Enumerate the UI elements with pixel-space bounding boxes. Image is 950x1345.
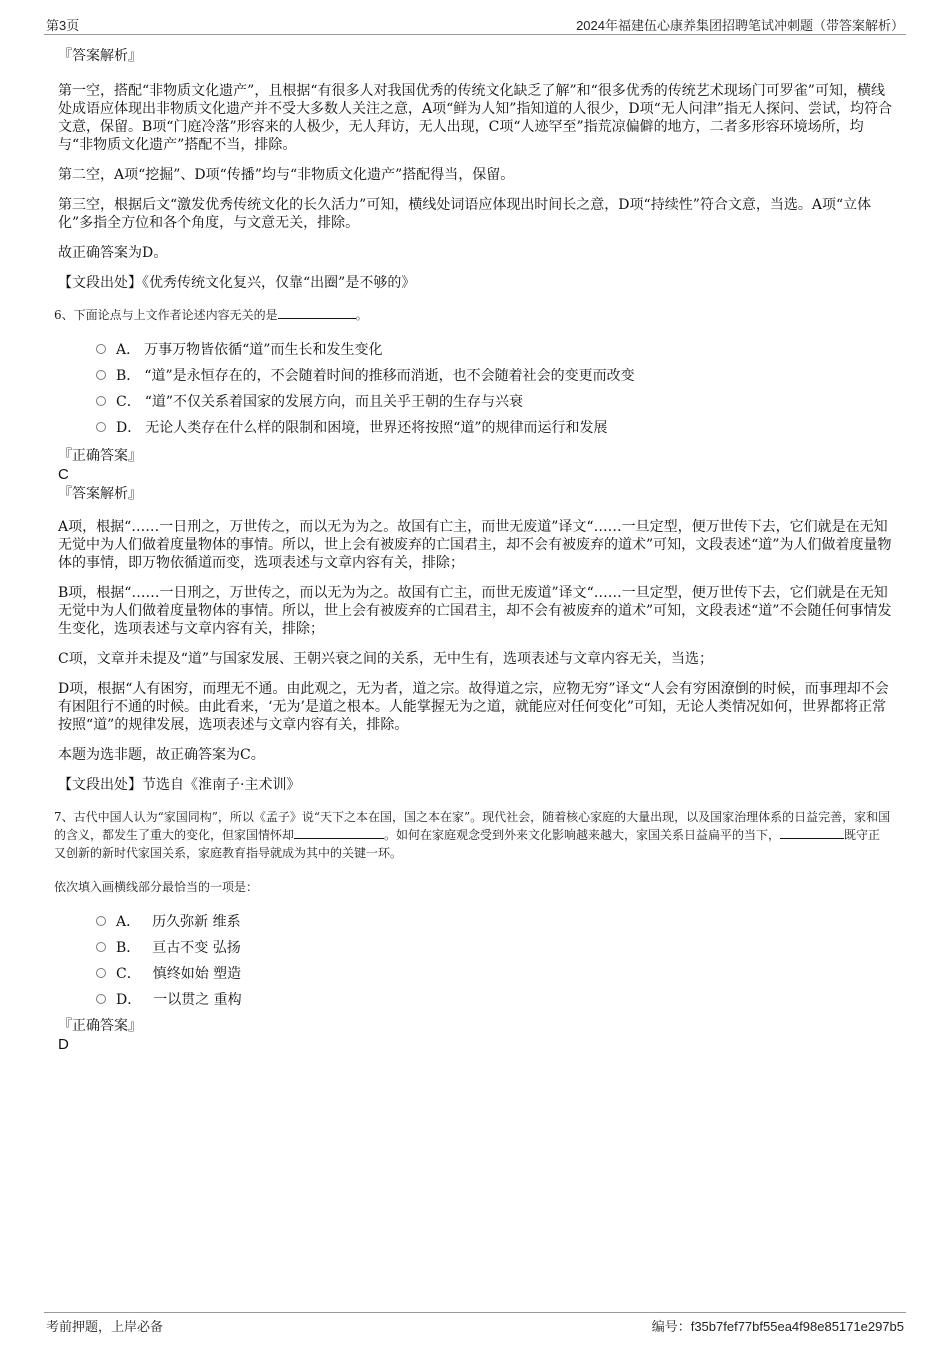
q6-stem-end: 。 bbox=[355, 308, 368, 322]
q7-prompt: 依次填入画横线部分最恰当的一项是： bbox=[54, 880, 259, 894]
q6-analysis-tag: 『答案解析』 bbox=[58, 486, 142, 502]
page-header bbox=[44, 14, 906, 35]
page-content bbox=[54, 46, 892, 1054]
q7-stem: 7、古代中国人认为“家国同构”，所以《孟子》说“天下之本在国，国之本在家”。现代社会，随着核心家庭的大量出现，以及国家治理体系的日益完善，家和国的含义，都发生了重大的变化，但家国情怀却 。如何在家庭观念受到外来文化影响越来越大，家国关系日益扁平的当下， 既守正又创新的新时代家国关系，家庭教育指导就成为其中的关键一环。 bbox=[54, 810, 891, 860]
radio-icon[interactable] bbox=[96, 994, 106, 1004]
q6-stem bbox=[54, 306, 892, 324]
q7-answer: D bbox=[58, 1036, 69, 1053]
q7-blank-1 bbox=[294, 826, 384, 839]
radio-icon[interactable] bbox=[96, 942, 106, 952]
q6-answer-blank bbox=[278, 306, 356, 319]
q6-analysis-a: A项，根据“……一日刑之，万世传之，而以无为为之。故国有亡主，而世无废道”译文“……一旦定型，便万世传下去，它们就是在无知无觉中为人们做着度量物体的事情。所以，世上会有被废弃的亡国君主，却不会有被废弃的道术”可知，文段表述“道”为人们做着度量物体的事情，即万物依循道而变，选项表述与文章内容有关，排除； bbox=[58, 519, 892, 571]
q5-analysis-para-2: 第二空，A项“挖掘”、D项“传播”均与“非物质文化遗产”搭配得当，保留。 bbox=[58, 167, 515, 183]
q6-source: 【文段出处】节选自《淮南子·主术训》 bbox=[58, 777, 301, 793]
q5-analysis-para-1: 第一空，搭配“非物质文化遗产”，且根据“有很多人对我国优秀的传统文化缺乏了解”和“很多优秀的传统艺术现场门可罗雀”可知，横线处成语应体现出非物质文化遗产并不受大多数人关注之意，A项“鲜为人知”指知道的人很少，D项“无人问津”指无人探问、尝试，均符合文意，保留。B项“门庭冷落”形容来的人极少，无人拜访，无人出现，C项“人迹罕至”指荒凉偏僻的地方，二者多形容环境场所，均与“非物质文化遗产”搭配不当，排除。 bbox=[58, 83, 892, 153]
q6-option-c[interactable]: C． “道”不仅关系着国家的发展方向，而且关乎王朝的生存与兴衰 bbox=[96, 388, 892, 414]
radio-icon[interactable] bbox=[96, 370, 106, 380]
radio-icon[interactable] bbox=[96, 344, 106, 354]
q6-answer-tag: 『正确答案』 bbox=[58, 448, 142, 464]
q6-analysis-c: C项，文章并未提及“道”与国家发展、王朝兴衰之间的关系，无中生有，选项表述与文章内容无关，当选； bbox=[58, 651, 714, 667]
q7-blank-2 bbox=[780, 826, 844, 839]
radio-icon[interactable] bbox=[96, 422, 106, 432]
q6-option-b[interactable]: B． “道”是永恒存在的，不会随着时间的推移而消逝，也不会随着社会的变更而改变 bbox=[96, 362, 892, 388]
radio-icon[interactable] bbox=[96, 916, 106, 926]
radio-icon[interactable] bbox=[96, 396, 106, 406]
q6-analysis-b: B项，根据“……一日刑之，万世传之，而以无为为之。故国有亡主，而世无废道”译文“……一旦定型，便万世传下去，它们就是在无知无觉中为人们做着度量物体的事情。所以，世上会有被废弃的亡国君主，却不会有被废弃的道术”可知，文段表述“道”不会随任何事情发生变化，选项表述与文章内容有关，排除； bbox=[58, 585, 892, 637]
q7-option-a[interactable]: A． 历久弥新 维系 bbox=[96, 908, 892, 934]
page-footer bbox=[44, 1312, 906, 1335]
q6-options bbox=[96, 336, 892, 440]
q7-answer-tag: 『正确答案』 bbox=[58, 1018, 142, 1034]
q7-option-b[interactable]: B． 亘古不变 弘扬 bbox=[96, 934, 892, 960]
q5-conclusion: 故正确答案为D。 bbox=[58, 245, 168, 261]
q5-source: 【文段出处】《优秀传统文化复兴，仅靠“出圈”是不够的》 bbox=[58, 275, 416, 291]
q7-options bbox=[96, 908, 892, 1012]
q7-option-d[interactable]: D． 一以贯之 重构 bbox=[96, 986, 892, 1012]
q6-option-a[interactable]: A． 万事万物皆依循“道”而生长和发生变化 bbox=[96, 336, 892, 362]
footer-slogan: 考前押题，上岸必备 bbox=[46, 1319, 164, 1334]
q6-answer: C bbox=[58, 466, 69, 483]
document-code: 编号：f35b7fef77bf55ea4f98e85171e297b5 bbox=[651, 1319, 904, 1334]
q6-conclusion: 本题为选非题，故正确答案为C。 bbox=[58, 747, 265, 763]
q5-analysis-para-3: 第三空，根据后文“激发优秀传统文化的长久活力”可知，横线处词语应体现出时间长之意，D项“持续性”符合文意，当选。A项“立体化”多指全方位和各个角度，与文意无关，排除。 bbox=[58, 197, 872, 231]
q5-analysis-tag: 『答案解析』 bbox=[58, 48, 142, 64]
q6-option-d[interactable]: D． 无论人类存在什么样的限制和困境，世界还将按照“道”的规律而运行和发展 bbox=[96, 414, 892, 440]
page-number: 第3页 bbox=[46, 18, 80, 33]
q6-analysis-d: D项，根据“人有困穷，而理无不通。由此观之，无为者，道之宗。故得道之宗，应物无穷”译文“人会有穷困潦倒的时候，而事理却不会有困阻行不通的时候。由此看来，‘无为’是道之根本。人能掌握无为之道，就能应对任何变化”可知，无论人类情况如何，世界都将正常按照“道”的规律发展，选项表述与文章内容有关，排除。 bbox=[58, 681, 889, 733]
q7-option-c[interactable]: C． 慎终如始 塑造 bbox=[96, 960, 892, 986]
document-title: 2024年福建伍心康养集团招聘笔试冲刺题（带答案解析） bbox=[576, 18, 904, 33]
radio-icon[interactable] bbox=[96, 968, 106, 978]
q6-stem-text: 6、下面论点与上文作者论述内容无关的是 bbox=[54, 308, 278, 322]
